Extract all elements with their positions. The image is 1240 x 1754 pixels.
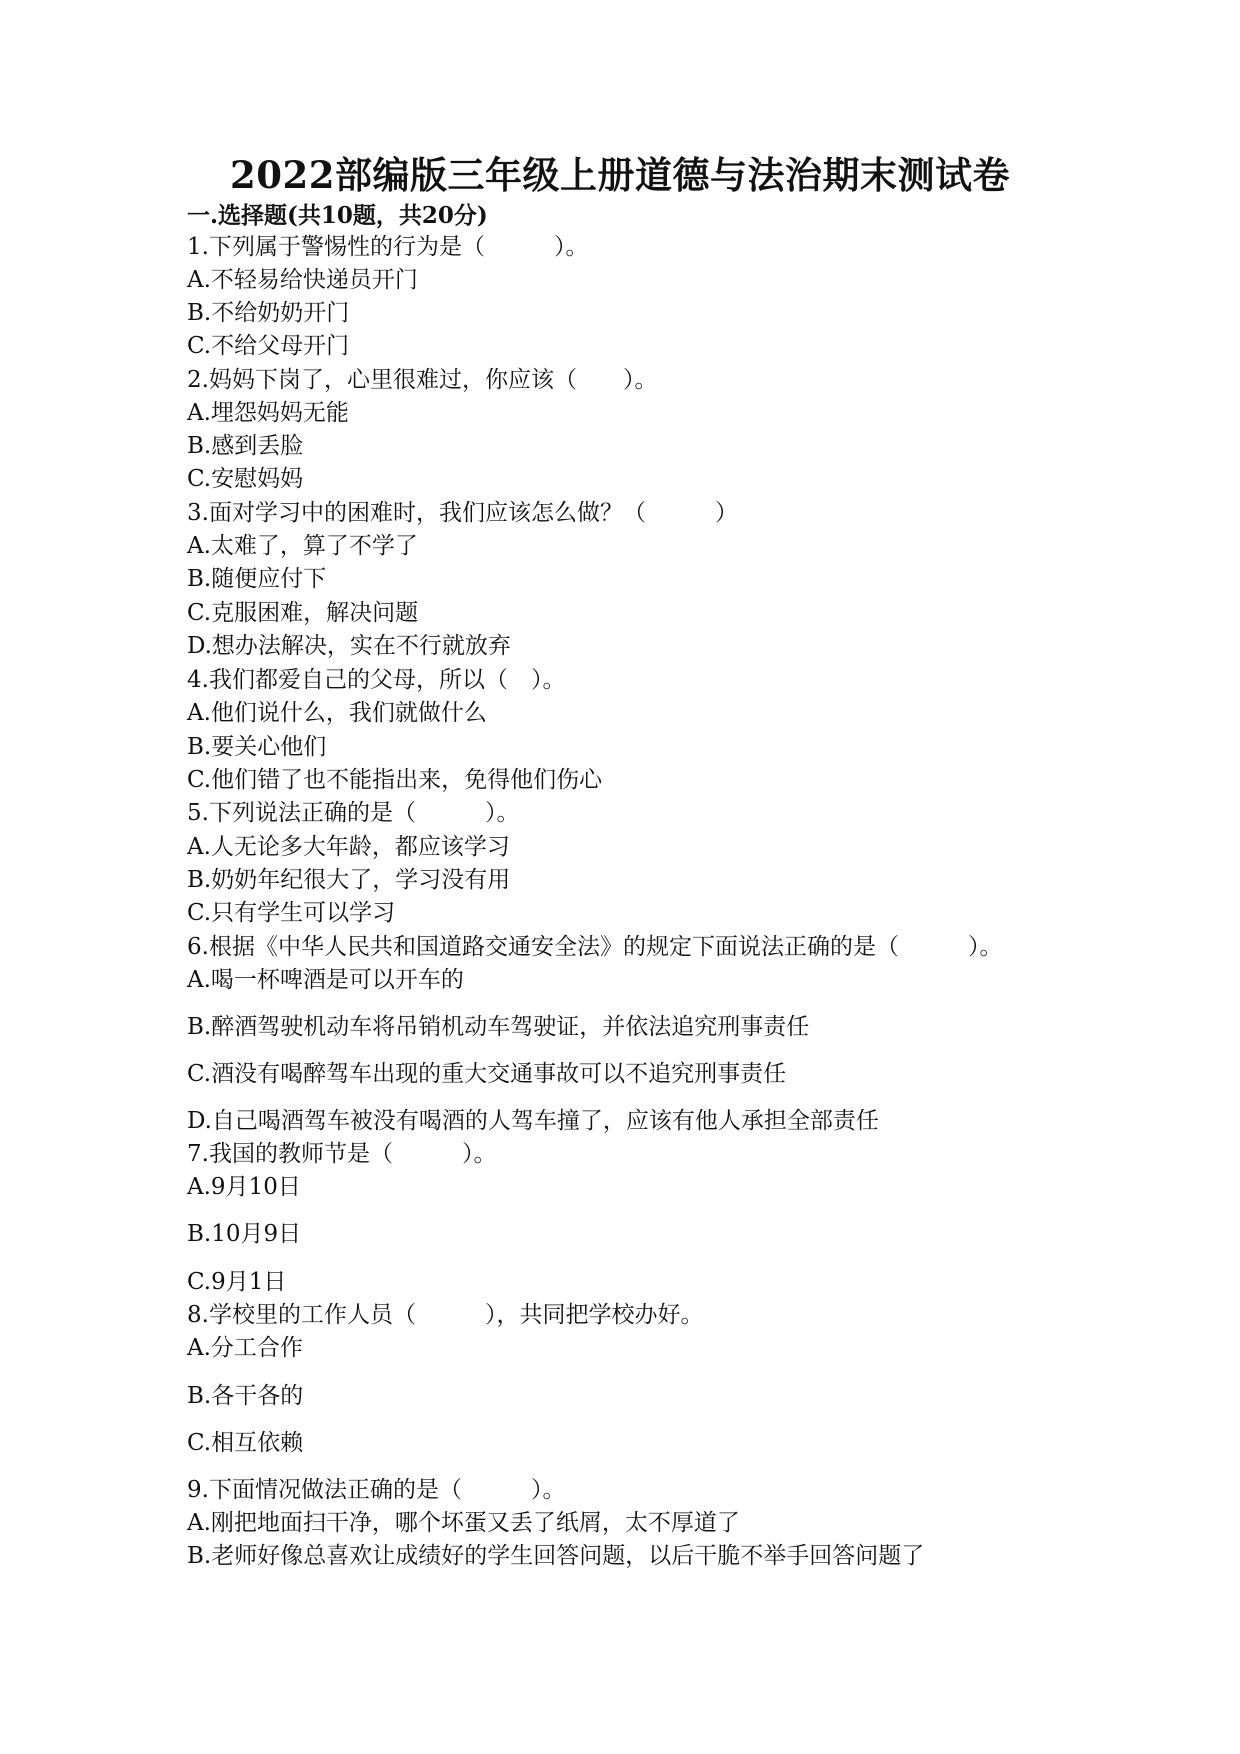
option-c: C.他们错了也不能指出来，免得他们伤心 — [187, 767, 603, 793]
option-b: B.奶奶年纪很大了，学习没有用 — [187, 867, 511, 893]
option-d: D.想办法解决，实在不行就放弃 — [187, 633, 511, 659]
question-stem: 3.面对学习中的困难时，我们应该怎么做？（ ） — [187, 500, 738, 526]
option-c: C.酒没有喝醉驾车出现的重大交通事故可以不追究刑事责任 — [187, 1061, 787, 1087]
option-b: B.不给奶奶开门 — [187, 300, 350, 326]
option-a: A.埋怨妈妈无能 — [187, 400, 349, 426]
option-a: A.喝一杯啤酒是可以开车的 — [187, 967, 464, 993]
option-a: A.刚把地面扫干净，哪个坏蛋又丢了纸屑，太不厚道了 — [187, 1510, 740, 1536]
option-b: B.感到丢脸 — [187, 433, 304, 459]
section-heading: 一.选择题(共10题，共20分) — [187, 202, 488, 229]
option-b: B.要关心他们 — [187, 734, 327, 760]
option-a: A.他们说什么，我们就做什么 — [187, 700, 487, 726]
option-c: C.克服困难，解决问题 — [187, 600, 419, 626]
question-stem: 5.下列说法正确的是（ ）。 — [187, 800, 520, 826]
question-stem: 4.我们都爱自己的父母，所以（ ）。 — [187, 667, 566, 693]
question-stem: 7.我国的教师节是（ ）。 — [187, 1141, 497, 1167]
question-stem: 9.下面情况做法正确的是（ ）。 — [187, 1477, 566, 1503]
question-stem: 6.根据《中华人民共和国道路交通安全法》的规定下面说法正确的是（ ）。 — [187, 934, 1003, 960]
option-a: A.太难了，算了不学了 — [187, 533, 418, 559]
option-a: A.分工合作 — [187, 1335, 303, 1361]
option-c: C.9月1日 — [187, 1269, 287, 1295]
option-d: D.自己喝酒驾车被没有喝酒的人驾车撞了，应该有他人承担全部责任 — [187, 1108, 879, 1134]
question-stem: 8.学校里的工作人员（ ），共同把学校办好。 — [187, 1302, 704, 1328]
question-stem: 1.下列属于警惕性的行为是（ ）。 — [187, 234, 589, 260]
option-b: B.各干各的 — [187, 1383, 304, 1409]
option-a: A.9月10日 — [187, 1174, 301, 1200]
option-c: C.不给父母开门 — [187, 333, 350, 359]
option-b: B.老师好像总喜欢让成绩好的学生回答问题，以后干脆不举手回答问题了 — [187, 1543, 925, 1569]
option-c: C.安慰妈妈 — [187, 466, 304, 492]
option-a: A.不轻易给快递员开门 — [187, 267, 418, 293]
option-b: B.随便应付下 — [187, 566, 327, 592]
option-b: B.醉酒驾驶机动车将吊销机动车驾驶证，并依法追究刑事责任 — [187, 1014, 810, 1040]
option-a: A.人无论多大年龄，都应该学习 — [187, 834, 510, 860]
option-b: B.10月9日 — [187, 1221, 302, 1247]
option-c: C.相互依赖 — [187, 1430, 304, 1456]
page-title: 2022部编版三年级上册道德与法治期末测试卷 — [230, 153, 1010, 197]
question-stem: 2.妈妈下岗了，心里很难过，你应该（ ）。 — [187, 367, 658, 393]
option-c: C.只有学生可以学习 — [187, 900, 396, 926]
